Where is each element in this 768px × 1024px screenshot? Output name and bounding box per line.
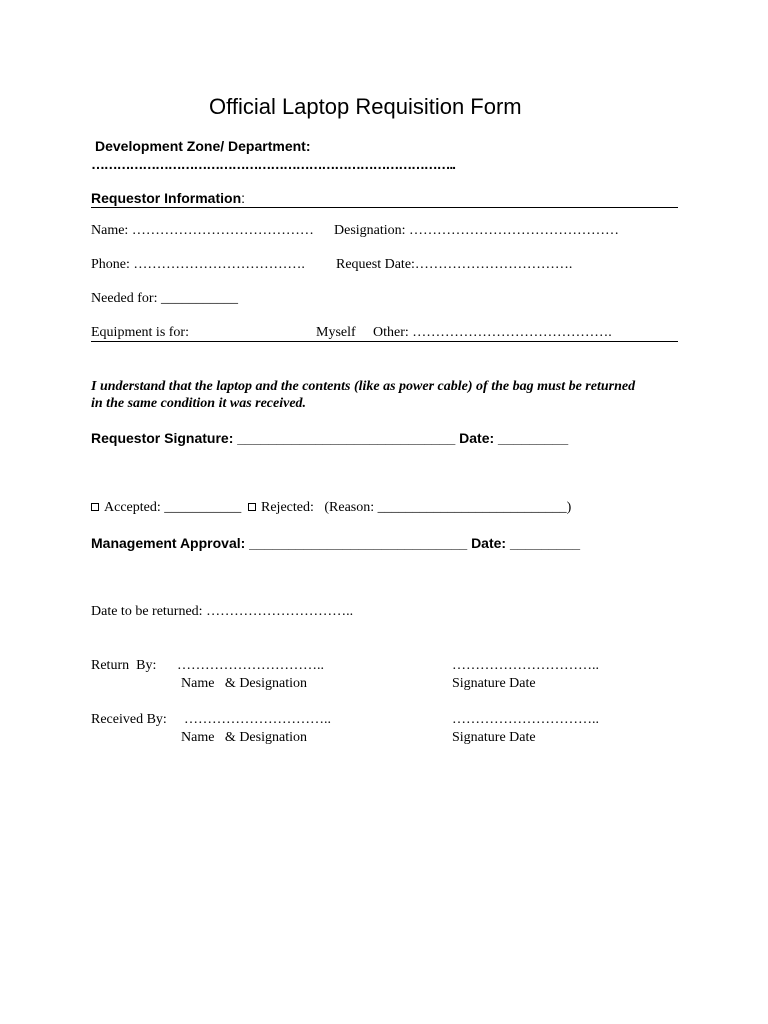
requestor-info-rule	[91, 207, 678, 208]
received-by-signature-field[interactable]: …………………………..	[452, 712, 599, 727]
received-by-name-caption: Name & Designation	[181, 730, 307, 745]
rejected-checkbox[interactable]	[248, 503, 256, 511]
myself-option[interactable]: Myself	[316, 325, 356, 340]
accepted-label: Accepted: ___________	[104, 500, 242, 515]
equipment-for-label: Equipment is for:	[91, 325, 189, 340]
return-by-label: Return By:	[91, 658, 157, 673]
other-field[interactable]: Other: …………………………………….	[373, 325, 612, 340]
rejected-label: Rejected: (Reason: ___________________________)	[261, 500, 572, 515]
requestor-info-heading	[91, 191, 245, 205]
acknowledgement-line-1: I understand that the laptop and the contents (like as power cable) of the bag must be returned	[91, 379, 636, 394]
return-by-name-field[interactable]: …………………………..	[177, 658, 324, 673]
accepted-checkbox[interactable]	[91, 503, 99, 511]
phone-field[interactable]: Phone: ……………………………….	[91, 257, 305, 272]
requestor-info-heading-text: Requestor Information	[91, 190, 242, 206]
needed-for-field[interactable]: Needed for: ___________	[91, 291, 238, 306]
received-by-signature-caption: Signature Date	[452, 730, 536, 745]
department-label: Development Zone/ Department:	[95, 138, 311, 154]
requestor-signature-line[interactable]: Requestor Signature: ____________________________ Date: _________	[91, 430, 569, 446]
equipment-rule	[91, 341, 678, 342]
return-by-signature-caption: Signature Date	[452, 676, 536, 691]
return-by-signature-field[interactable]: …………………………..	[452, 658, 599, 673]
name-field[interactable]: Name: …………………………………	[91, 223, 314, 238]
form-title: Official Laptop Requisition Form	[209, 94, 522, 119]
acknowledgement-line-2: in the same condition it was received.	[91, 396, 307, 411]
received-by-name-field[interactable]: …………………………..	[184, 712, 331, 727]
accepted-option[interactable]	[91, 501, 241, 515]
designation-field[interactable]: Designation: ………………………………………	[334, 223, 620, 238]
received-by-label: Received By:	[91, 712, 167, 727]
management-approval-line[interactable]: Management Approval: ____________________________ Date: _________	[91, 535, 581, 551]
date-to-be-returned-field[interactable]: Date to be returned: …………………………..	[91, 604, 354, 619]
request-date-field[interactable]: Request Date:…………………………….	[336, 257, 573, 272]
return-by-name-caption: Name & Designation	[181, 676, 307, 691]
requestor-info-colon: :	[241, 190, 246, 206]
department-field[interactable]: …………………………………………………………………………..	[91, 156, 455, 172]
rejected-option[interactable]	[248, 501, 571, 515]
